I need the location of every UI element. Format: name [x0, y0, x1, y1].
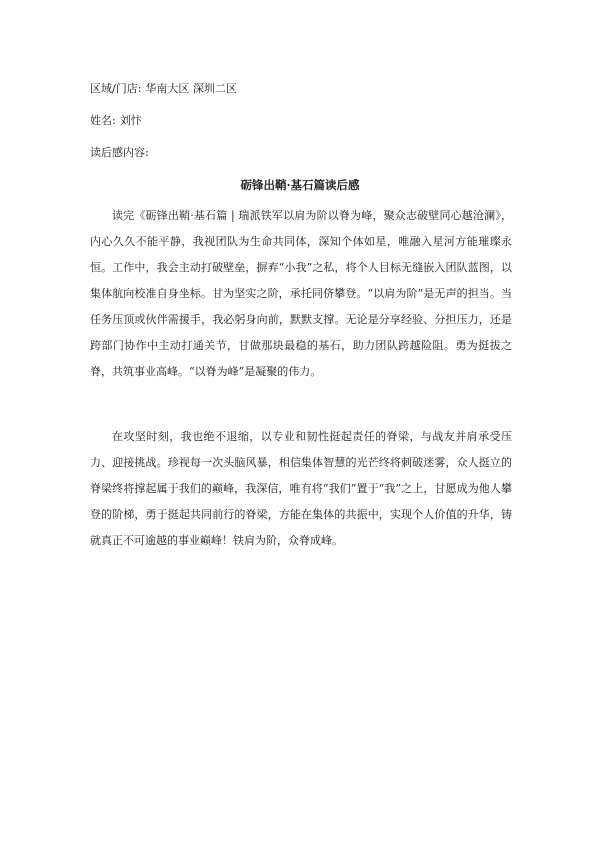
name-value: 刘忭 [119, 114, 142, 127]
essay-paragraph-1 [90, 203, 512, 385]
name-label: 姓名: [90, 114, 116, 127]
region-label: 区域/门店: [90, 82, 142, 95]
paragraph-text: 在攻坚时刻，我也绝不退缩，以专业和韧性挺起责任的脊梁，与战友并肩承受压力、迎接挑战。珍视每一次头脑风暴，相信集体智慧的光芒终将刺破迷雾，众人挺立的脊梁终将撑起属于我们的巅峰，我深信，唯有将“我们”置于“我”之上，甘愿成为他人攀登的阶梯，勇于挺起共同前行的脊梁，方能在集体的共振中，实现个人价值的升华，铸就真正不可逾越的事业巅峰！铁肩为阶，众脊成峰。 [90, 430, 512, 547]
region-value: 华南大区 深圳二区 [145, 82, 237, 95]
essay-title: 砺锋出鞘·基石篇读后感 [240, 178, 360, 192]
name-field [90, 114, 142, 128]
paragraph-text: 读完《砺锋出鞘·基石篇 | 瑞派铁军以肩为阶以脊为峰，聚众志破壁同心越沧澜》，内心久久不能平静，我视团队为生命共同体，深知个体如星，唯融入星河方能璀璨永恒。工作中，我会主动打破壁垒，摒弃“小我”之私，将个人目标无缝嵌入团队蓝图，以集体航向校准自身坐标。甘为坚实之阶，承托同侪攀登。“以肩为阶”是无声的担当。当任务压顶或伙伴需援手，我必躬身向前，默默支撑。无论是分享经验、分担压力，还是跨部门协作中主动打通关节，甘做那块最稳的基石，助力团队跨越险阻。勇为挺拔之脊，共筑事业高峰。“以脊为峰”是凝聚的伟力。 [90, 209, 512, 378]
essay-paragraph-2 [90, 424, 512, 554]
region-field [90, 82, 237, 96]
content-label: 读后感内容: [90, 146, 149, 159]
content-field [90, 146, 149, 160]
